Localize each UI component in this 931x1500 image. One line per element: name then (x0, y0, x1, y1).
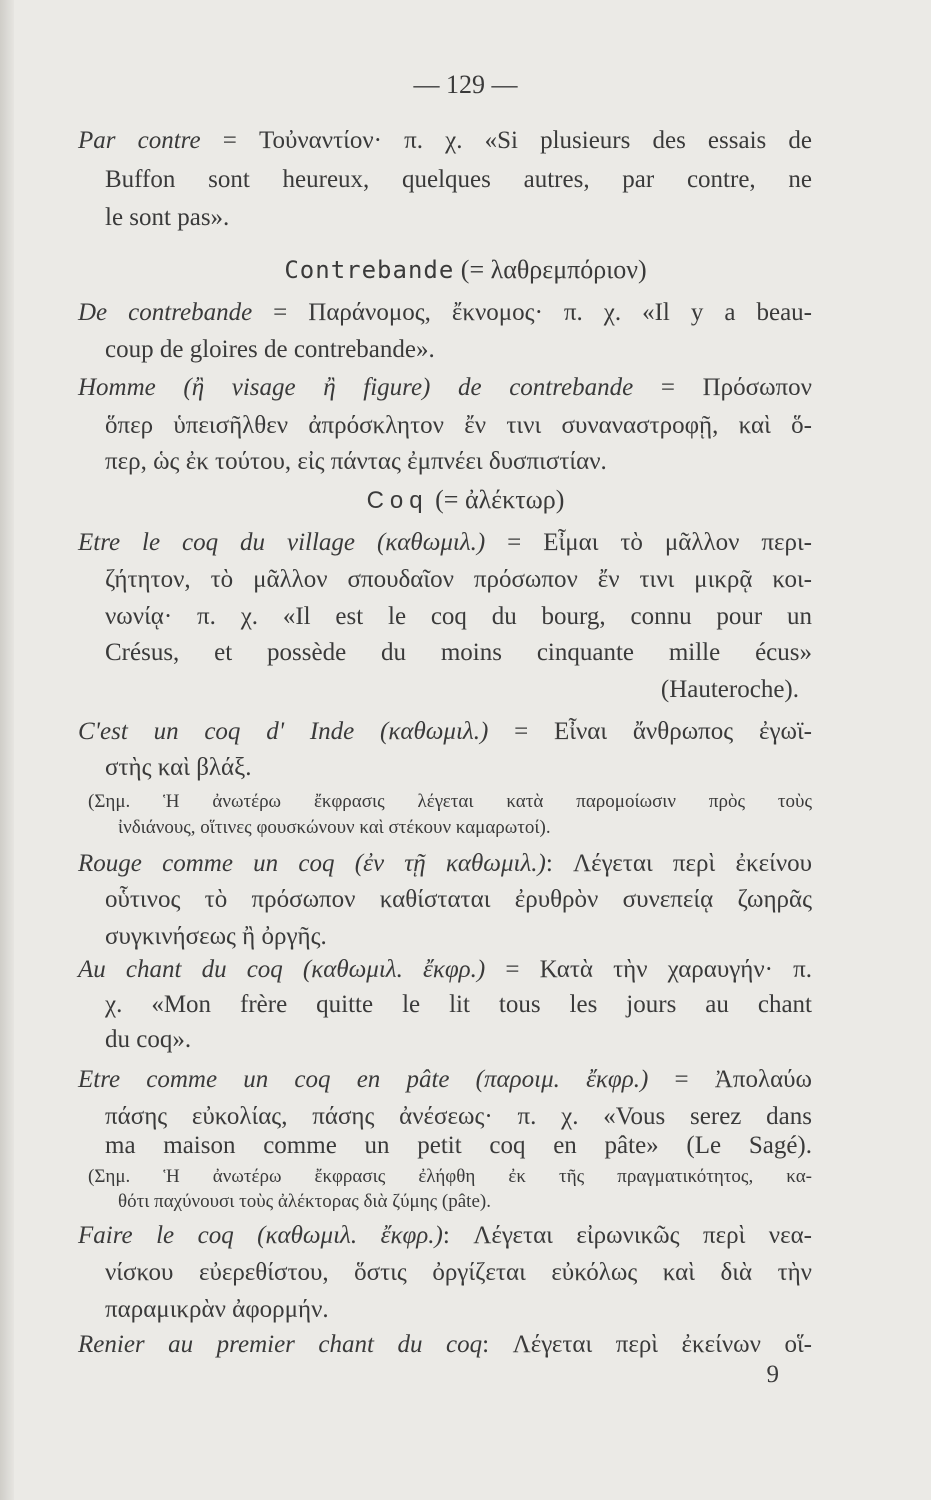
heading-term: Contrebande (284, 256, 455, 284)
entry-etre-le-coq-du-village (78, 528, 812, 558)
text-line: le sont pas». (105, 204, 230, 231)
entry-term: Renier au premier chant du coq (78, 1331, 483, 1358)
text-line: ὅπερ ὑπεισῆλθεν ἀπρόσκλητον ἔν τινι συναναστροφῇ, καὶ ὅ- (105, 412, 812, 439)
text-line: Buffon sont heureux, quelques autres, par contre, ne (105, 166, 812, 193)
note-line: ἰνδιάνους, οἵτινες φουσκώνουν καὶ στέκουν καμαρωτοί). (118, 817, 551, 838)
text-line: ma maison comme un petit coq en pâte» (Le Sagé). (105, 1132, 812, 1159)
entry-text: : Λέγεται περὶ ἐκείνου (545, 850, 812, 877)
entry-text: : Λέγεται περὶ ἐκείνων οἵ- (482, 1331, 813, 1358)
section-heading-coq (0, 485, 931, 516)
text-line: οὗτινος τὸ πρόσωπον καθίσταται ἐρυθρὸν συνεπείᾳ ζωηρᾶς (105, 886, 812, 913)
note-line: (Σημ. Ἡ ἀνωτέρω ἔκφρασις ἐλήφθη ἐκ τῆς πραγματικότητος, κα- (88, 1166, 812, 1187)
entry-term: C'est un coq d' Inde (καθωμιλ.) (78, 718, 489, 745)
text-line: συγκινήσεως ἢ ὀργῆς. (105, 923, 327, 950)
heading-translation: (= ἀλέκτωρ) (428, 485, 565, 514)
text-line: πάσης εὐκολίας, πάσης ἀνέσεως· π. χ. «Vous serez dans (105, 1103, 812, 1130)
entry-text: = Κατὰ τὴν χαραυγήν· π. (485, 956, 812, 983)
text-line: coup de gloires de contrebande». (105, 336, 435, 363)
entry-term: Etre le coq du village (καθωμιλ.) (78, 529, 486, 556)
entry-faire-le-coq (78, 1221, 812, 1251)
entry-coq-en-pate (78, 1065, 812, 1095)
page-number-header: — 129 — (413, 70, 518, 99)
text-line: ζήτητον, τὸ μᾶλλον σπουδαῖον πρόσωπον ἔν τινι μικρᾷ κοι- (105, 566, 812, 593)
heading-term: Coq (366, 487, 429, 514)
text-line: στὴς καὶ βλάξ. (105, 754, 252, 781)
entry-term: Homme (ἢ visage ἢ figure) de contrebande (78, 374, 634, 401)
text-line-attribution: (Hauteroche). (660, 676, 799, 703)
entry-term: Au chant du coq (καθωμιλ. ἔκφρ.) (78, 956, 486, 983)
text-line: παραμικρὰν ἀφορμήν. (105, 1296, 329, 1323)
entry-de-contrebande (78, 298, 812, 328)
entry-rouge-comme-un-coq (78, 849, 812, 879)
entry-text: = Τοὐναντίον· π. χ. «Si plusieurs des essais de (200, 127, 812, 154)
text-line: χ. «Mon frère quitte le lit tous les jours au chant (105, 991, 812, 1018)
entry-au-chant-du-coq (78, 955, 812, 985)
text-line: du coq». (105, 1026, 192, 1053)
text-line: Crésus, et possède du moins cinquante mille écus» (105, 639, 812, 666)
page-binding-edge (0, 0, 14, 1500)
note-line: θότι παχύνουσι τοὺς ἀλέκτορας διὰ ζύμης (pâte). (118, 1191, 491, 1212)
entry-coq-d-inde (78, 717, 812, 747)
entry-text: = Εἶναι ἄνθρωπος ἐγωϊ- (488, 718, 812, 745)
note-line: (Σημ. Ἡ ἀνωτέρω ἔκφρασις λέγεται κατὰ παρομοίωσιν πρὸς τοὺς (88, 791, 812, 812)
entry-renier-au-premier-chant (78, 1330, 812, 1360)
entry-term: De contrebande (78, 299, 253, 326)
entry-text: : Λέγεται εἰρωνικῶς περὶ νεα- (442, 1222, 812, 1249)
entry-term: Rouge comme un coq (ἐν τῇ καθωμιλ.) (78, 850, 546, 877)
entry-text: = Πρόσωπον (633, 374, 812, 401)
entry-term: Faire le coq (καθωμιλ. ἔκφρ.) (78, 1222, 443, 1249)
text-line: περ, ὡς ἐκ τούτου, εἰς πάντας ἐμπνέει δυσπιστίαν. (105, 448, 607, 475)
entry-term: Etre comme un coq en pâte (παροιμ. ἔκφρ.) (78, 1066, 649, 1093)
entry-text: = Ἀπολαύω (648, 1066, 812, 1093)
text-line: νωνίᾳ· π. χ. «Il est le coq du bourg, connu pour un (105, 603, 812, 630)
entry-text: = Παράνομος, ἔκνομος· π. χ. «Il y a beau- (252, 299, 812, 326)
entry-text: = Εἶμαι τὸ μᾶλλον περι- (485, 529, 812, 556)
signature-mark: 9 (766, 1361, 779, 1388)
entry-par-contre (78, 126, 812, 156)
entry-homme-de-contrebande (78, 373, 812, 403)
heading-translation: (= λαθρεμπόριον) (454, 255, 647, 284)
section-heading-contrebande (0, 255, 931, 285)
entry-term: Par contre (78, 127, 201, 154)
text-line: νίσκου εὐερεθίστου, ὅστις ὀργίζεται εὐκόλως καὶ διὰ τὴν (105, 1259, 812, 1286)
